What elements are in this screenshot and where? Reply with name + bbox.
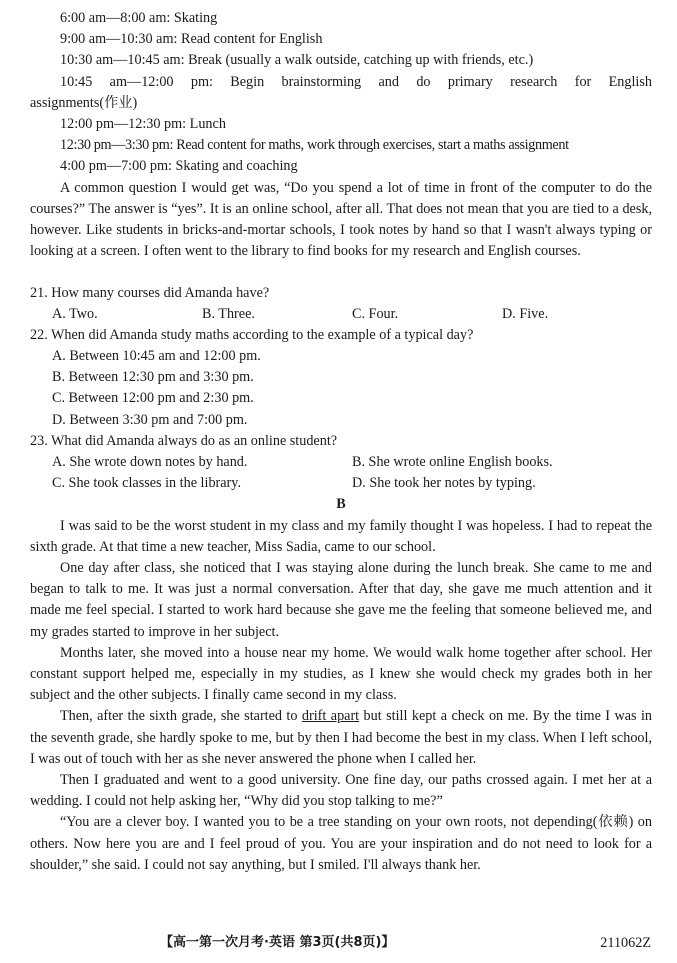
passage-b-paragraph: I was said to be the worst student in my class and my family thought I was hopeless. I had to repeat the sixth grade. At that time a new teacher, Miss Sadia, came to our school.: [30, 517, 652, 555]
option-b: B. Three.: [202, 305, 255, 322]
question-stem: 21. How many courses did Amanda have?: [30, 284, 270, 301]
option-a: A. She wrote down notes by hand.: [52, 454, 248, 470]
section-heading: B: [336, 496, 346, 513]
option-b: B. She wrote online English books.: [352, 454, 553, 470]
text-segment: Then, after the sixth grade, she started to: [60, 708, 302, 725]
question-22: [30, 325, 652, 431]
schedule-item: 6:00 am—8:00 am: Skating: [60, 10, 218, 26]
option-d: D. She took her notes by typing.: [352, 475, 536, 492]
underlined-phrase: drift apart: [301, 708, 360, 725]
schedule-item: 12:30 pm—3:30 pm: Read content for maths, work through exercises, start a maths assignment: [60, 137, 569, 154]
footer-code: 211062Z: [600, 935, 651, 951]
option-c: C. She took classes in the library.: [52, 475, 242, 492]
option-c: C. Between 12:00 pm and 2:30 pm.: [52, 390, 254, 407]
option-a: A. Between 10:45 am and 12:00 pm.: [52, 348, 261, 365]
passage-a-paragraph: A common question I would get was, “Do you spend a lot of time in front of the computer to do the courses?” The answer is “yes”. It is an online school, after all. That does not mean that you are tied to a desk, however. Like students in bricks-and-mortar schools, I took notes by hand so that I wasn't always typing or looking at a screen. I often went to the library to find books for my research and English courses.: [30, 179, 652, 260]
schedule-item: 9:00 am—10:30 am: Read content for English: [60, 31, 323, 48]
passage-b-paragraph: “You are a clever boy. I wanted you to be a tree standing on your own roots, not depending(依赖) on others. Now here you are and I feel proud of you. You are your inspiration and do not need to look for a shoulder,” she said. I could not say anything, but I smiled. I'll always thank her.: [30, 814, 652, 873]
schedule-item: 4:00 pm—7:00 pm: Skating and coaching: [60, 158, 298, 175]
passage-b-paragraph: Months later, she moved into a house near my home. We would walk home together after school. Her constant support helped me, especially in my studies, as I knew she would check my grades both in her subject and the other subjects. I finally came second in my class.: [30, 644, 652, 704]
option-c: C. Four.: [352, 305, 399, 322]
schedule-item: 10:45 am—12:00 pm: Begin brainstorming and do primary research for English: [60, 73, 652, 90]
schedule-item: 10:30 am—10:45 am: Break (usually a walk outside, catching up with friends, etc.): [60, 52, 534, 69]
passage-b-paragraph: Then I graduated and went to a good university. One fine day, our paths crossed again. I met her at a wedding. I could not help asking her, “Why did you stop talking to me?”: [30, 772, 652, 810]
option-a: A. Two.: [52, 305, 98, 322]
passage-b-paragraph: [30, 706, 652, 770]
passage-b-paragraph: One day after class, she noticed that I was staying alone during the lunch break. She came to me and began to talk to me. It was just a normal conversation. After that day, she gave me much attention and it made me feel special. I started to work hard because she gave me the feeling that someone believed me, and my grades started to improve in her subject.: [30, 559, 652, 640]
schedule-item: 12:00 pm—12:30 pm: Lunch: [60, 115, 226, 132]
question-21: [30, 283, 652, 325]
question-stem: 22. When did Amanda study maths according to the example of a typical day?: [30, 326, 474, 343]
option-d: D. Five.: [502, 305, 549, 322]
footer-title: 【高一第一次月考·英语 第3页(共8页)】: [160, 935, 395, 950]
schedule-list: [30, 8, 652, 178]
question-23: [30, 431, 652, 495]
schedule-item-continued: assignments(作业): [30, 94, 138, 111]
option-d: D. Between 3:30 pm and 7:00 pm.: [52, 411, 248, 428]
option-b: B. Between 12:30 pm and 3:30 pm.: [52, 369, 254, 386]
document-page: [30, 8, 652, 876]
question-stem: 23. What did Amanda always do as an online student?: [30, 432, 338, 449]
text-segment: but still kept a check on me. By the time I was in the seventh grade, she hardly spoke to me, but by then I had become the best in my class. When I left school, I was out of touch with her as she never answered the phone when I called her.: [30, 708, 652, 767]
page-footer: [0, 932, 677, 954]
